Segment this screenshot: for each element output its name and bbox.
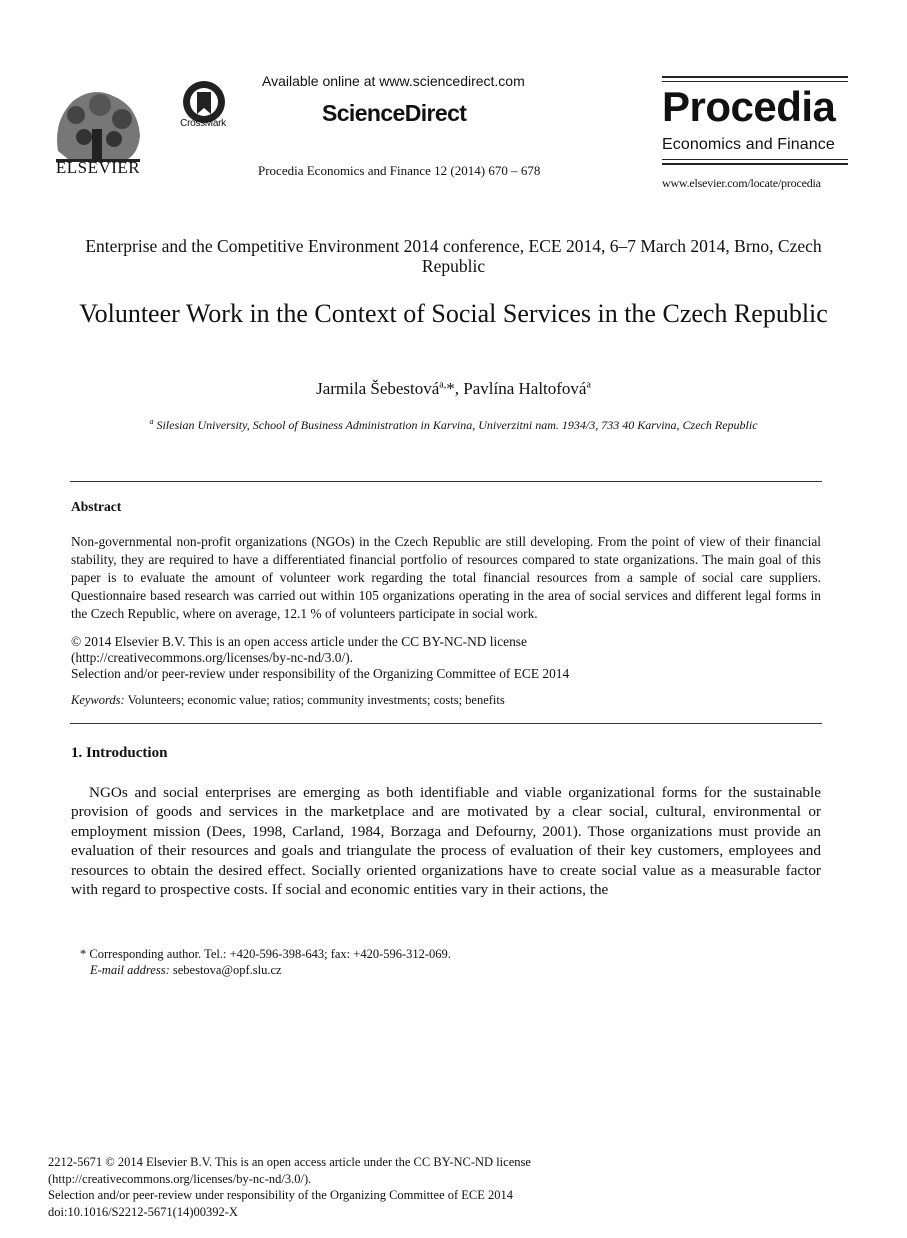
abstract-heading: Abstract xyxy=(71,499,122,514)
section-heading: 1. Introduction xyxy=(71,745,168,761)
paren-close: ). xyxy=(345,650,354,665)
doi-line[interactable]: doi:10.1016/S2212-5671(14)00392-X xyxy=(48,1204,238,1219)
affiliation-mark: a, xyxy=(439,379,447,391)
affiliation-mark: a xyxy=(586,379,591,391)
paper-title: Volunteer Work in the Context of Social Services in the Czech Republic xyxy=(79,299,828,328)
keywords-list: Volunteers; economic value; ratios; community investments; costs; benefits xyxy=(124,693,505,707)
peer-review-line: Selection and/or peer-review under responsibility of the Organizing Committee of ECE 2014 xyxy=(48,1188,514,1202)
brand-rule-bottom-thin xyxy=(662,159,848,160)
journal-brand-subtitle: Economics and Finance xyxy=(662,136,835,153)
affiliation-text: Silesian University, School of Business Administration in Karvina, Univerzitni nam. 1934/3, 733 40 Karvina, Czech Republic xyxy=(153,418,758,432)
license-url-line xyxy=(71,650,821,666)
peer-review-line: Selection and/or peer-review under responsibility of the Organizing Committee of ECE 2014 xyxy=(71,666,570,681)
email-label: E-mail address: xyxy=(90,963,170,977)
corresponding-author-note: * Corresponding author. Tel.: +420-596-398-643; fax: +420-596-312-069. xyxy=(80,947,451,961)
introduction-paragraph: NGOs and social enterprises are emerging as both identifiable and viable organizational forms for the sustainable provision of goods and services in the marketplace and are motivated by a clear social, cultural, environmental or employment mission (Dees, 1998, Carland, 1984, Borzaga and Defourny, 2001). Those organizations must provide an evaluation of their resources and goals and triangulate the process of evaluation of their key customers, employees and resources to obtain the desired effect. Socially oriented organizations have to create social value as a measurable factor with regard to prospective costs. If social and economic entities vary in their actions, the xyxy=(71,784,821,899)
journal-reference: Procedia Economics and Finance 12 (2014) 670 – 678 xyxy=(258,163,541,178)
brand-rule-top xyxy=(662,76,848,78)
keywords-line xyxy=(71,693,821,708)
author-name: Jarmila Šebestová xyxy=(316,379,440,398)
license-link[interactable]: http://creativecommons.org/licenses/by-nc-nd/3.0/ xyxy=(75,650,346,665)
license-url-line[interactable]: (http://creativecommons.org/licenses/by-nc-nd/3.0/). xyxy=(48,1171,312,1186)
footnote xyxy=(80,946,820,978)
affiliation-mark: a xyxy=(149,417,154,426)
journal-brand-title: Procedia xyxy=(662,83,836,130)
divider-top xyxy=(70,481,822,482)
sciencedirect-wordmark: ScienceDirect xyxy=(322,100,467,126)
corresponding-star: * xyxy=(446,379,455,398)
divider-bottom xyxy=(70,723,822,724)
license-line: © 2014 Elsevier B.V. This is an open access article under the CC BY-NC-ND license xyxy=(71,634,527,649)
author-name: Pavlína Haltofová xyxy=(463,379,587,398)
brand-rule-bottom xyxy=(662,163,848,165)
publisher-name: ELSEVIER xyxy=(55,158,141,177)
keywords-label: Keywords: xyxy=(71,693,125,707)
affiliation xyxy=(60,417,847,433)
email-link[interactable]: sebestova@opf.slu.cz xyxy=(169,963,282,977)
issn-license-line: 2212-5671 © 2014 Elsevier B.V. This is an open access article under the CC BY-NC-ND license xyxy=(48,1155,531,1169)
email-line xyxy=(80,962,820,978)
brand-rule-top-thin xyxy=(662,81,848,82)
available-online-text: Available online at www.sciencedirect.com xyxy=(262,73,525,89)
conference-line: Enterprise and the Competitive Environment 2014 conference, ECE 2014, 6–7 March 2014, Brno, Czech Republic xyxy=(85,236,822,276)
crossmark-label: CrossMark xyxy=(180,118,226,129)
license-block xyxy=(71,634,821,682)
abstract-body: Non-governmental non-profit organizations (NGOs) in the Czech Republic are still developing. From the point of view of their financial stability, they are required to have a differentiated financial portfolio of resources compared to state organizations. The main goal of this paper is to evaluate the amount of volunteer work regarding the total financial resources from a sample of social care suppliers. Questionnaire based research was carried out within 105 organizations operating in the area of social services and different legal forms in the Czech Republic, where on average, 12.1 % of volunteers participate in social work. xyxy=(71,534,821,621)
publication-info xyxy=(48,1154,828,1220)
author-list xyxy=(60,379,847,399)
paren-open: ( xyxy=(71,650,76,665)
author-separator: , xyxy=(454,379,464,398)
journal-url-link[interactable]: www.elsevier.com/locate/procedia xyxy=(662,176,821,190)
